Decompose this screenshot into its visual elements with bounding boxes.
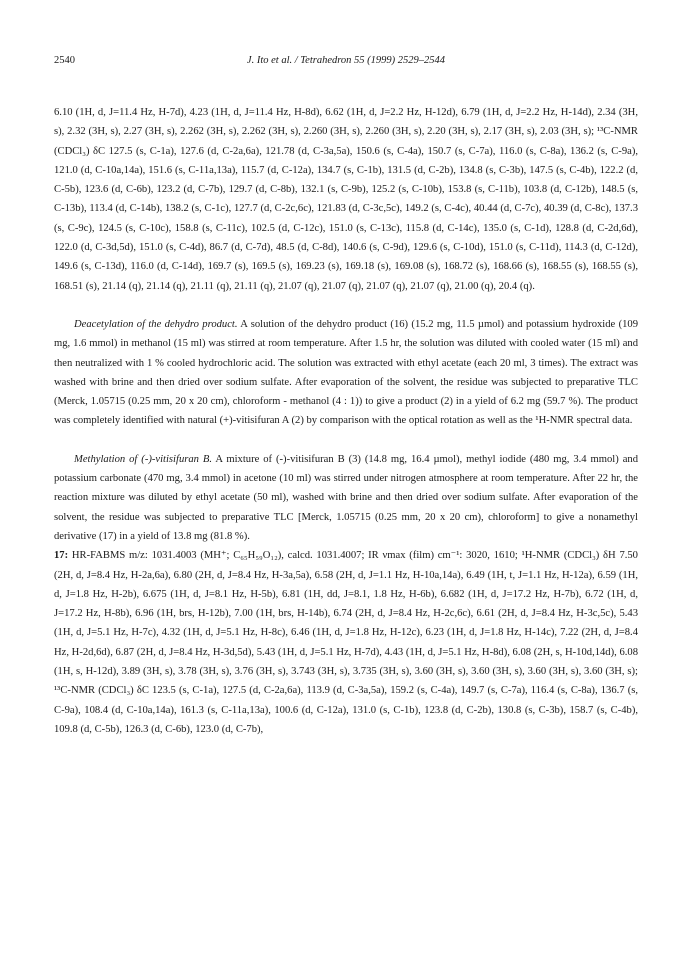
page-header (54, 55, 638, 71)
methylation-title: Methylation of (-)-vitisifuran B. (74, 453, 213, 465)
compound-17-data (54, 546, 638, 739)
deacetylation-paragraph (54, 315, 638, 431)
nmr-data-continuation: 6.10 (1H, d, J=11.4 Hz, H-7d), 4.23 (1H, d, J=11.4 Hz, H-8d), 6.62 (1H, d, J=2.2 Hz, H-12d), 6.79 (1H, d, J=2.2 Hz, H-14d), 2.34 (3H, s), 2.32 (3H, s), 2.27 (3H, s), 2.262 (3H, s), 2.262 (3H, s), 2.260 (3H, s), 2.260 (3H, s), 2.20 (3H, s), 2.17 (3H, s), 2.03 (3H, s); ¹³C-NMR (CDCl₃) δC 127.5 (s, C-1a), 127.6 (d, C-2a,6a), 121.78 (d, C-3a,5a), 150.6 (s, C-4a), 150.7 (s, C-7a), 116.0 (s, C-8a), 136.2 (s, C-9a), 121.0 (d, C-10a,14a), 151.6 (s, C-11a,13a), 115.7 (d, C-12a), 134.7 (s, C-1b), 131.5 (d, C-2b), 134.8 (s, C-3b), 147.5 (s, C-4b), 122.2 (d, C-5b), 123.6 (d, C-6b), 123.2 (d, C-7b), 129.7 (d, C-8b), 132.1 (s, C-9b), 125.2 (s, C-10b), 153.8 (s, C-11b), 103.8 (d, C-12b), 148.5 (s, C-13b), 113.4 (d, C-14b), 138.2 (s, C-1c), 127.7 (d, C-2c,6c), 121.83 (d, C-3c,5c), 149.2 (s, C-4c), 40.44 (d, C-7c), 40.39 (d, C-8c), 137.3 (s, C-9c), 124.5 (s, C-10c), 158.8 (s, C-11c), 102.5 (d, C-12c), 151.0 (s, C-13c), 115.8 (d, C-14c), 135.0 (s, C-1d), 128.8 (d, C-2d,6d), 122.0 (d, C-3d,5d), 151.0 (s, C-4d), 86.7 (d, C-7d), 48.5 (d, C-8d), 140.6 (s, C-9d), 129.6 (s, C-10d), 151.0 (s, C-11d), 114.3 (d, C-12d), 149.6 (s, C-13d), 116.0 (d, C-14d), 169.7 (s), 169.5 (s), 169.23 (s), 169.18 (s), 169.08 (s), 168.72 (s), 168.66 (s), 168.55 (s), 168.55 (s), 168.51 (s), 21.14 (q), 21.14 (q), 21.11 (q), 21.11 (q), 21.07 (q), 21.07 (q), 21.07 (q), 21.07 (q), 21.00 (q), 20.4 (q). (54, 107, 638, 292)
deacetylation-title: Deacetylation of the dehydro product. (74, 318, 238, 330)
methylation-paragraph (54, 450, 638, 546)
compound-17-label: 17: (54, 550, 69, 562)
compound-17-text: HR-FABMS m/z: 1031.4003 (MH⁺; C₆₅H₅₉O₁₂), calcd. 1031.4007; IR νmax (film) cm⁻¹: 3020, 1610; ¹H-NMR (CDCl₃) δH 7.50 (2H, d, J=8.4 Hz, H-2a,6a), 6.80 (2H, d, J=8.4 Hz, H-3a,5a), 6.58 (2H, d, J=1.1 Hz, H-10a,14a), 6.49 (1H, t, J=1.1 Hz, H-12a), 6.59 (1H, d, J=1.8 Hz, H-2b), 6.675 (1H, d, J=8.1 Hz, H-5b), 6.81 (1H, dd, J=8.1, 1.8 Hz, H-6b), 6.682 (1H, d, J=17.2 Hz, H-7b), 6.72 (1H, d, J=17.2 Hz, H-8b), 6.96 (1H, brs, H-12b), 7.00 (1H, brs, H-14b), 6.74 (2H, d, J=8.4 Hz, H-2c,6c), 6.61 (2H, d, J=8.4 Hz, H-3c,5c), 5.43 (1H, d, J=5.1 Hz, H-7c), 4.32 (1H, d, J=5.1 Hz, H-8c), 6.46 (1H, d, J=1.8 Hz, H-12c), 6.23 (1H, d, J=1.8 Hz, H-14c), 7.22 (2H, d, J=8.4 Hz, H-2d,6d), 6.87 (2H, d, J=8.4 Hz, H-3d,5d), 5.43 (1H, d, J=5.1 Hz, H-7d), 4.43 (1H, d, J=5.1 Hz, H-8d), 6.08 (2H, s, H-10d,14d), 6.08 (1H, s, H-12d), 3.89 (3H, s), 3.78 (3H, s), 3.76 (3H, s), 3.743 (3H, s), 3.735 (3H, s), 3.60 (3H, s), 3.60 (3H, s), 3.60 (3H, s), 3.60 (3H, s); ¹³C-NMR (CDCl₃) δC 123.5 (s, C-1a), 127.5 (d, C-2a,6a), 113.9 (d, C-3a,5a), 159.2 (s, C-4a), 149.7 (s, C-7a), 116.4 (s, C-8a), 136.7 (s, C-9a), 108.4 (d, C-10a,14a), 161.3 (s, C-11a,13a), 100.6 (d, C-12a), 131.0 (s, C-1b), 123.8 (d, C-2b), 130.8 (s, C-3b), 158.7 (s, C-4b), 109.8 (d, C-5b), 126.3 (d, C-6b), 123.0 (d, C-7b), (54, 550, 638, 735)
running-head: J. Ito et al. / Tetrahedron 55 (1999) 2529–2544 (246, 55, 446, 66)
page-number: 2540 (54, 55, 75, 66)
methylation-text: A mixture of (-)-vitisifuran B (3) (14.8 mg, 16.4 µmol), methyl iodide (480 mg, 3.4 mmol) and potassium carbonate (470 mg, 3.4 mmol) in acetone (10 ml) was stirred under nitrogen atmosphere at room temperature. After 22 hr, the reaction mixture was diluted by ethyl acetate (50 ml), washed with brine and then dried over sodium sulfate. After evaporation of the solvent, the residue was subjected to preparative TLC [Merck, 1.05715 (0.25 mm, 20 x 20 cm), chloroform] to give a nonamethyl derivative (17) in a yield of 13.8 mg (81.8 %). (54, 453, 638, 542)
article-body (54, 103, 638, 758)
deacetylation-text: A solution of the dehydro product (16) (15.2 mg, 11.5 µmol) and potassium hydroxide (109 mg, 1.6 mmol) in methanol (15 ml) was stirred at room temperature. After 1.5 hr, the solution was diluted with cooled water (15 ml) and then neutralized with 1 % cooled hydrochloric acid. The solution was extracted with ethyl acetate (each 20 ml, 3 times). The extract was washed with brine and then dried over sodium sulfate. After evaporation of the solvent, the residue was subjected to preparative TLC (Merck, 1.05715 (0.25 mm, 20 x 20 cm), chloroform - methanol (4 : 1)) to give a product (2) in a yield of 6.2 mg (59.7 %). The product was completely identified with natural (+)-vitisifuran A (2) by comparison with the optical rotation as well as the ¹H-NMR spectral data. (54, 318, 638, 427)
